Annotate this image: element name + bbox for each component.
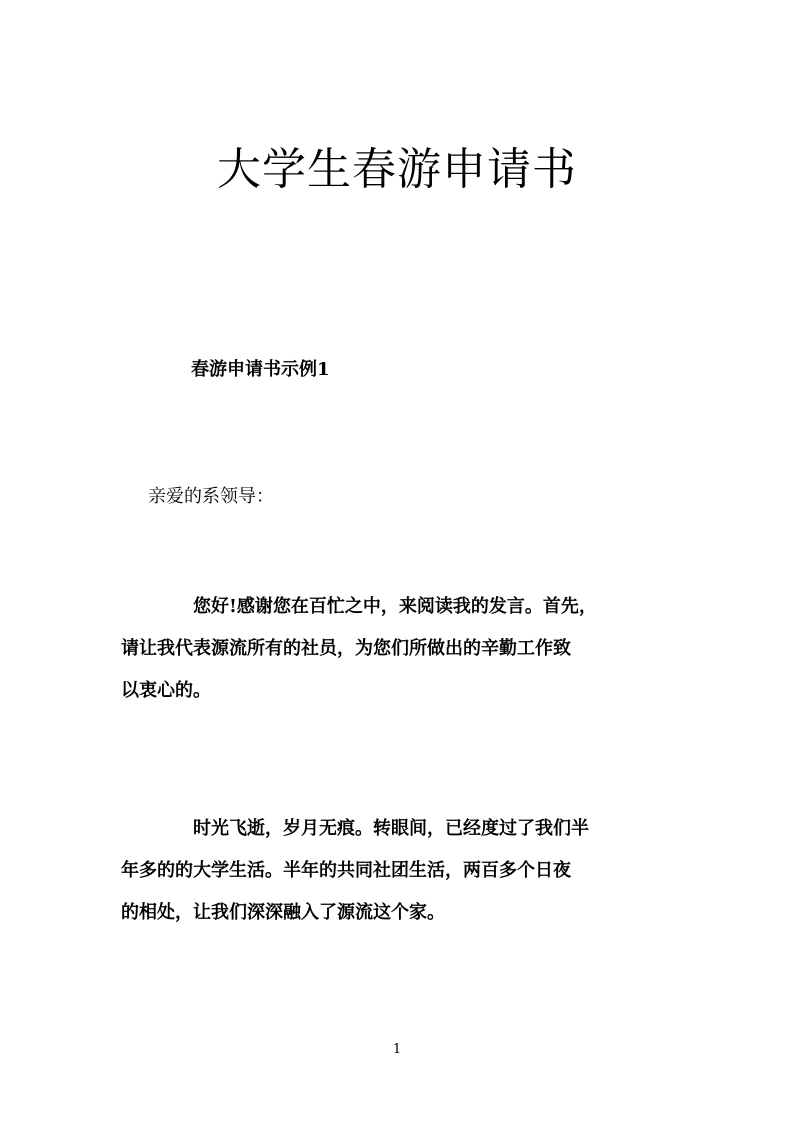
paragraph-line: 您好!感谢您在百忙之中，来阅读我的发言。首先， [193, 596, 597, 617]
paragraph-line: 请让我代表源流所有的社员，为您们所做出的辛勤工作致 [121, 638, 571, 659]
section-subtitle: 春游申请书示例1 [191, 359, 330, 380]
page-number: 1 [392, 1042, 402, 1057]
salutation: 亲爱的系领导： [148, 486, 274, 507]
paragraph-2 [121, 808, 681, 934]
paragraph-line: 的相处，让我们深深融入了源流这个家。 [121, 902, 445, 923]
paragraph-1 [121, 586, 681, 712]
document-title: 大学生春游申请书 [217, 144, 577, 195]
paragraph-line: 年多的的大学生活。半年的共同社团生活，两百多个日夜 [121, 860, 571, 881]
paragraph-line: 以衷心的。 [121, 680, 211, 701]
paragraph-line: 时光飞逝，岁月无痕。转眼间，已经度过了我们半 [193, 818, 589, 839]
